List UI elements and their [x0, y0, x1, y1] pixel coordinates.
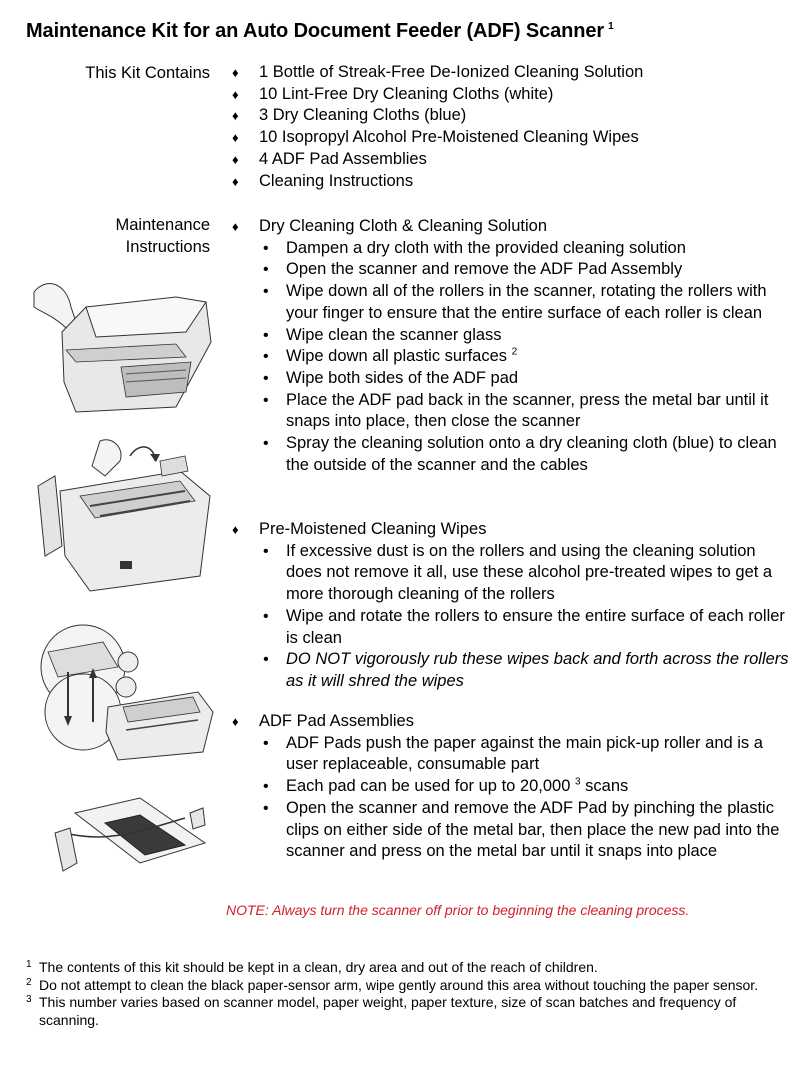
list-item: • Open the scanner and remove the ADF Pad Assembly	[259, 259, 792, 281]
footnote-ref: 2	[511, 346, 518, 358]
kit-contents-list	[232, 62, 643, 192]
list-item: • Wipe both sides of the ADF pad	[259, 368, 792, 390]
note-warning: NOTE: Always turn the scanner off prior to beginning the cleaning process.	[226, 902, 690, 918]
adf-pad-assembly-illustration	[45, 793, 215, 883]
steps-list	[259, 733, 792, 863]
section-heading: ♦ Dry Cleaning Cloth & Cleaning Solution • Dampen a dry cloth with the provided cleaning solution • Open the scanner and remove the ADF Pad Assembly • Wipe down all of the rollers in the scanner, rotating the rollers with your finger to ensure that the entire surface of each roller is clean • Wipe clean the scanner glass • Wipe down all plastic surfaces $^2$ • Wipe both sides of the ADF pad • Place the ADF pad back in the scanner, press the metal bar until it snaps into place, then close the scanner • Spray the cleaning solution onto a dry cleaning cloth (blue) to clean the outside of the scanner and the cables	[232, 216, 792, 476]
footnote-ref: 3	[574, 776, 581, 788]
section-adf-pad-assemblies	[232, 711, 792, 863]
steps-list	[259, 238, 792, 477]
list-item: • Spray the cleaning solution onto a dry cleaning cloth (blue) to clean the outside of the scanner and the cables	[259, 433, 792, 476]
list-item: ♦ 4 ADF Pad Assemblies	[232, 149, 643, 171]
list-item: ♦ 3 Dry Cleaning Cloths (blue)	[232, 105, 643, 127]
footnote: 2 Do not attempt to clean the black paper-sensor arm, wipe gently around this area without touching the paper sensor.	[26, 976, 759, 993]
title-footnote-ref: 1	[608, 21, 614, 33]
scanner-open-illustration	[30, 436, 215, 598]
list-item: • Wipe down all of the rollers in the scanner, rotating the rollers with your finger to ensure that the entire surface of each roller is clean	[259, 281, 792, 324]
list-item: • DO NOT vigorously rub these wipes back and forth across the rollers as it will shred the wipes	[259, 649, 792, 692]
footnote: 1 The contents of this kit should be kept in a clean, dry area and out of the reach of children.	[26, 959, 598, 975]
steps-list	[259, 541, 792, 693]
section-dry-cleaning	[232, 216, 792, 476]
page-title: Maintenance Kit for an Auto Document Feeder (ADF) Scanner $^1$	[26, 20, 614, 42]
maintenance-instructions-label	[116, 214, 210, 258]
list-item: • Wipe clean the scanner glass	[259, 325, 792, 347]
footnotes	[26, 959, 776, 1029]
list-item: ♦ 1 Bottle of Streak-Free De-Ionized Cleaning Solution	[232, 62, 643, 84]
list-item: • If excessive dust is on the rollers and using the cleaning solution does not remove it all, use these alcohol pre-treated wipes to get a more thorough cleaning of the rollers	[259, 541, 792, 606]
list-item: • Open the scanner and remove the ADF Pad by pinching the plastic clips on either side of the metal bar, then place the new pad into the scanner and press on the metal bar until it snaps into place	[259, 798, 792, 863]
list-item: • Wipe and rotate the rollers to ensure the entire surface of each roller is clean	[259, 606, 792, 649]
scanner-closed-illustration	[26, 262, 216, 422]
section-pre-moistened-wipes	[232, 519, 792, 693]
section-heading: ♦ ADF Pad Assemblies • ADF Pads push the paper against the main pick-up roller and is a user replaceable, consumable part • Each pad can be used for up to 20,000 $^3$ scans • Open the scanner and remove the ADF Pad by pinching the plastic clips on either side of the metal bar, then place the new pad into the scanner and press on the metal bar until it snaps into place	[232, 711, 792, 863]
section-heading: ♦ Pre-Moistened Cleaning Wipes • If excessive dust is on the rollers and using the cleaning solution does not remove it all, use these alcohol pre-treated wipes to get a more thorough cleaning of the rollers • Wipe and rotate the rollers to ensure the entire surface of each roller is clean • DO NOT vigorously rub these wipes back and forth across the rollers as it will shred the wipes	[232, 519, 792, 693]
list-item: • ADF Pads push the paper against the main pick-up roller and is a user replaceable, consumable part	[259, 733, 792, 776]
list-item: • Each pad can be used for up to 20,000 $^3$ scans	[259, 776, 792, 798]
label-line: Maintenance	[115, 216, 210, 234]
adf-pad-removal-illustration	[28, 612, 218, 762]
list-item: • Place the ADF pad back in the scanner, press the metal bar until it snaps into place, then close the scanner	[259, 390, 792, 433]
list-item: • Dampen a dry cloth with the provided cleaning solution	[259, 238, 792, 260]
label-line: Instructions	[125, 238, 210, 256]
list-item: ♦ Cleaning Instructions	[232, 171, 643, 193]
list-item: ♦ 10 Isopropyl Alcohol Pre-Moistened Cleaning Wipes	[232, 127, 643, 149]
list-item: ♦ 10 Lint-Free Dry Cleaning Cloths (white)	[232, 84, 643, 106]
list-item: • Wipe down all plastic surfaces $^2$	[259, 346, 792, 368]
footnote: 3 This number varies based on scanner model, paper weight, paper texture, size of scan batches and frequency of scanning.	[26, 994, 737, 1028]
kit-contents-label: This Kit Contains	[85, 64, 210, 82]
